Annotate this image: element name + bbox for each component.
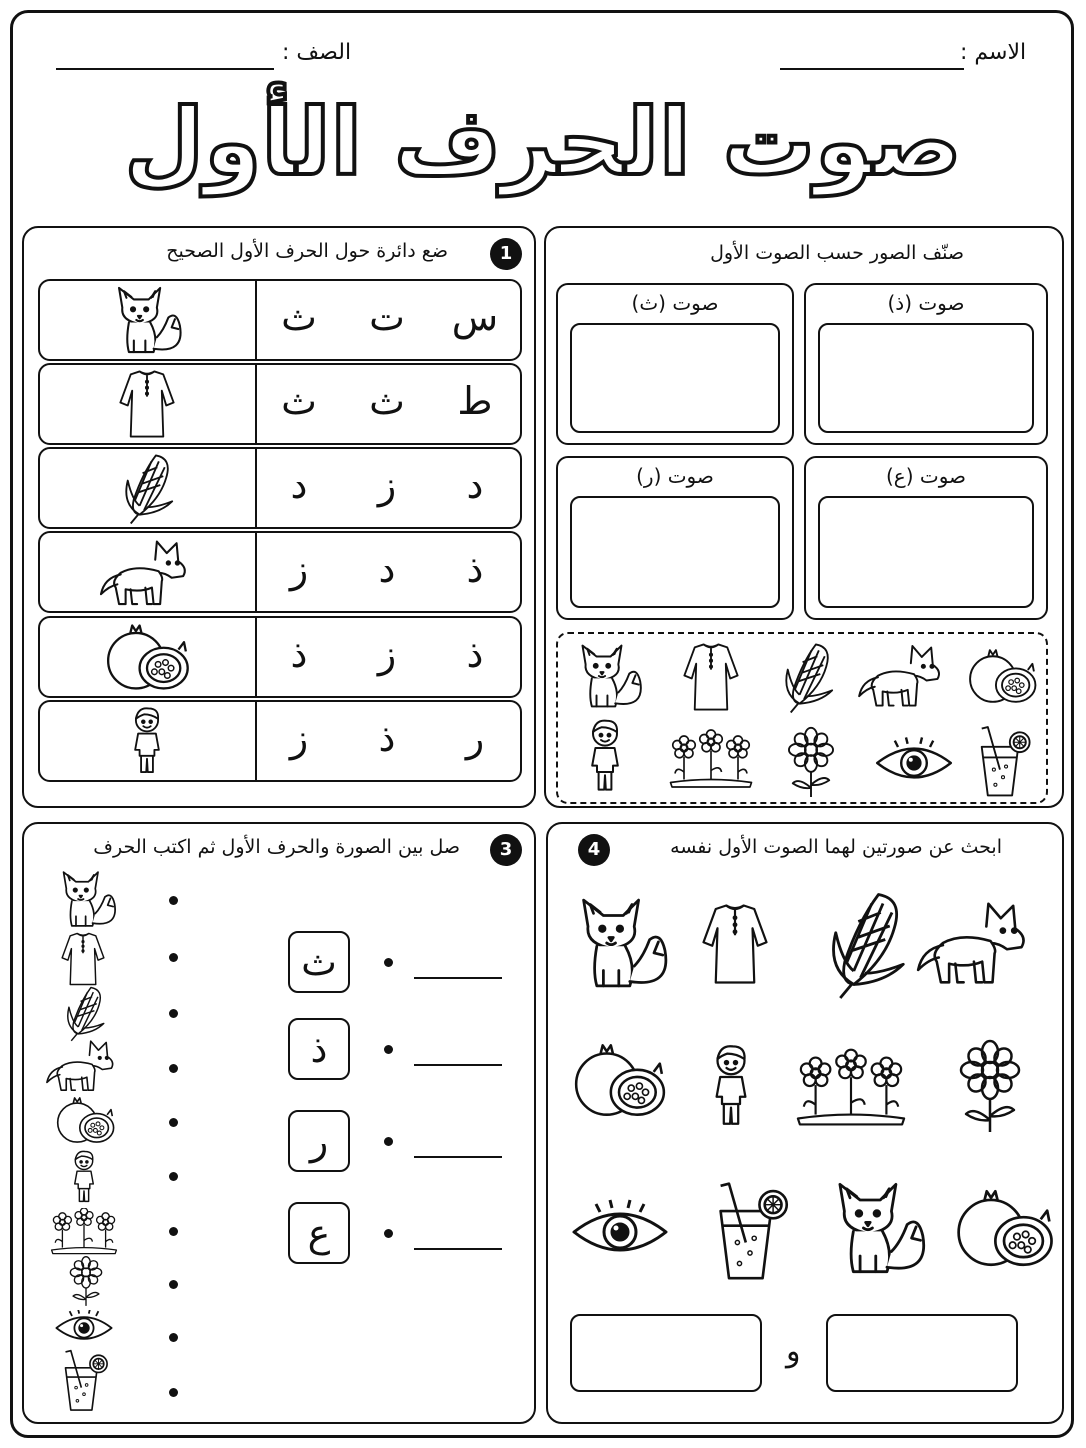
sort-drop-area[interactable] [818, 496, 1034, 608]
letter-choice[interactable]: ث [281, 379, 317, 423]
letter-choice[interactable]: ز [289, 547, 309, 591]
picture-connect-dot[interactable] [169, 1227, 178, 1236]
section1-number: 1 [490, 238, 522, 270]
picture-connect-dot[interactable] [169, 953, 178, 962]
answer-box-left[interactable] [570, 1314, 762, 1392]
answer-box-right[interactable] [826, 1314, 1018, 1392]
letter-connect-dot[interactable] [384, 1229, 393, 1238]
juice-icon[interactable] [972, 724, 1034, 800]
page-title: صوت الحرف الأول [124, 89, 962, 196]
sort-drop-area[interactable] [570, 496, 780, 608]
juice-icon [56, 1348, 112, 1414]
class-label: الصف : [282, 40, 352, 65]
section3-number: 3 [490, 834, 522, 866]
robe-icon[interactable] [676, 640, 746, 714]
flowers-icon[interactable] [666, 728, 756, 792]
fox-icon[interactable] [570, 640, 648, 712]
pomegranate-icon [50, 1094, 120, 1146]
section1-instruction: ضع دائرة حول الحرف الأول الصحيح [166, 240, 448, 262]
corn-icon [82, 451, 212, 525]
pomegranate-icon [82, 620, 212, 694]
boy-icon [64, 1148, 104, 1206]
pomegranate-icon[interactable] [950, 1182, 1058, 1274]
name-label: الاسم : [960, 40, 1027, 65]
letter-choice[interactable]: ز [289, 716, 309, 760]
write-letter-line[interactable] [414, 977, 502, 979]
letter-choice[interactable]: س [451, 295, 499, 339]
wolf-icon[interactable] [856, 638, 950, 712]
picture-connect-dot[interactable] [169, 1118, 178, 1127]
letter-choice[interactable]: د [466, 463, 484, 507]
letter-choice[interactable]: ر [465, 716, 485, 760]
row-divider [255, 281, 257, 359]
flowers-icon[interactable] [792, 1042, 910, 1136]
picture-connect-dot[interactable] [169, 1064, 178, 1073]
row-divider [255, 533, 257, 611]
section3-instruction: صل بين الصورة والحرف الأول ثم اكتب الحرف [93, 836, 460, 858]
flower-icon[interactable] [780, 724, 842, 800]
sort-box-caption: صوت (ث) [631, 291, 719, 315]
eye-icon[interactable] [570, 1196, 670, 1268]
write-letter-line[interactable] [414, 1248, 502, 1250]
wolf-icon[interactable] [914, 886, 1038, 998]
pomegranate-icon[interactable] [568, 1034, 670, 1126]
section4-number: 4 [578, 834, 610, 866]
letter-connect-dot[interactable] [384, 958, 393, 967]
robe-icon[interactable] [700, 888, 770, 1000]
sort-box-thal [804, 283, 1048, 445]
letter-choice[interactable]: ث [369, 379, 405, 423]
fox-icon[interactable] [822, 1176, 934, 1280]
picture-connect-dot[interactable] [169, 1280, 178, 1289]
section4-instruction: ابحث عن صورتين لهما الصوت الأول نفسه [670, 836, 1002, 858]
sort-box-ain [804, 456, 1048, 620]
robe-icon [54, 930, 112, 988]
flower-icon [62, 1254, 110, 1308]
fox-icon [82, 283, 212, 357]
fox-icon [46, 868, 128, 930]
sort-box-caption: صوت (ر) [636, 464, 714, 488]
eye-icon[interactable] [874, 734, 954, 792]
sort-box-tha [556, 283, 794, 445]
row-divider [255, 449, 257, 527]
boy-icon[interactable] [580, 716, 630, 796]
write-letter-line[interactable] [414, 1156, 502, 1158]
letter-box: ذ [288, 1018, 350, 1080]
row-divider [255, 365, 257, 443]
letter-choice[interactable]: ت [369, 295, 405, 339]
juice-icon[interactable] [708, 1178, 792, 1286]
robe-icon [82, 367, 212, 441]
sort-drop-area[interactable] [570, 323, 780, 433]
corn-icon[interactable] [772, 640, 842, 714]
row-divider [255, 702, 257, 780]
corn-icon [58, 984, 110, 1042]
eye-icon [54, 1310, 114, 1346]
letter-choice[interactable]: ز [377, 463, 397, 507]
sort-box-caption: صوت (ذ) [887, 291, 965, 315]
letter-connect-dot[interactable] [384, 1045, 393, 1054]
letter-choice[interactable]: د [378, 547, 396, 591]
letter-connect-dot[interactable] [384, 1137, 393, 1146]
section2-instruction: صنّف الصور حسب الصوت الأول [710, 242, 964, 264]
wolf-icon [82, 535, 212, 609]
boy-icon[interactable] [704, 1024, 758, 1148]
flowers-icon [46, 1208, 122, 1256]
letter-box: ث [288, 931, 350, 993]
write-letter-line[interactable] [414, 1064, 502, 1066]
letter-choice[interactable]: ذ [466, 632, 484, 676]
letter-choice[interactable]: ذ [378, 716, 396, 760]
picture-connect-dot[interactable] [169, 1333, 178, 1342]
sort-drop-area[interactable] [818, 323, 1034, 433]
letter-choice[interactable]: ذ [466, 547, 484, 591]
pomegranate-icon[interactable] [964, 640, 1040, 712]
class-write-line[interactable] [56, 68, 274, 70]
row-divider [255, 618, 257, 696]
sort-box-caption: صوت (ع) [885, 464, 967, 488]
wolf-icon [42, 1036, 124, 1094]
letter-choice[interactable]: ز [377, 632, 397, 676]
letter-box: ع [288, 1202, 350, 1264]
flower-icon[interactable] [950, 1028, 1030, 1144]
sort-box-ra [556, 456, 794, 620]
picture-connect-dot[interactable] [169, 1172, 178, 1181]
letter-box: ر [288, 1110, 350, 1172]
letter-choice[interactable]: ذ [290, 632, 308, 676]
name-write-line[interactable] [780, 68, 964, 70]
picture-connect-dot[interactable] [169, 1388, 178, 1397]
joiner-word: و [786, 1334, 801, 1369]
picture-connect-dot[interactable] [169, 1009, 178, 1018]
letter-choice[interactable]: د [290, 463, 308, 507]
picture-connect-dot[interactable] [169, 896, 178, 905]
fox-icon[interactable] [566, 888, 676, 998]
corn-icon[interactable] [820, 886, 910, 1002]
letter-choice[interactable]: ث [281, 295, 317, 339]
boy-icon [82, 704, 212, 778]
letter-choice[interactable]: ط [457, 379, 493, 423]
